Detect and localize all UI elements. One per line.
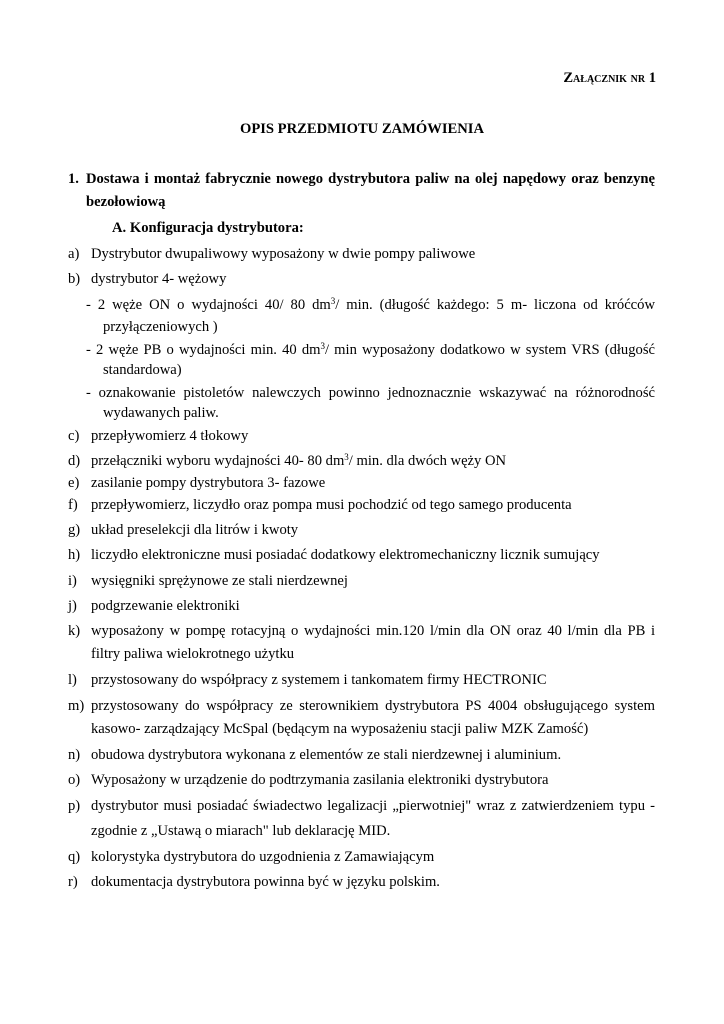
item-label: q) xyxy=(68,849,81,865)
subsection-heading: A. Konfiguracja dystrybutora: xyxy=(112,220,304,236)
item-b-sub2-cont: standardowa) xyxy=(103,362,182,378)
item-h-text: liczydło elektroniczne musi posiadać dodatkowy elektromechaniczny licznik sumujący xyxy=(91,547,600,563)
item-label: i) xyxy=(68,573,77,589)
section-number: 1. xyxy=(68,171,79,187)
item-p-line2: zgodnie z „Ustawą o miarach" lub deklarację MID. xyxy=(91,823,391,839)
item-label: h) xyxy=(68,547,81,563)
item-label: m) xyxy=(68,698,85,714)
item-f-text: przepływomierz, liczydło oraz pompa musi pochodzić od tego samego producenta xyxy=(91,497,572,513)
item-e-text: zasilanie pompy dystrybutora 3- fazowe xyxy=(91,475,326,491)
item-o-text: Wyposażony w urządzenie do podtrzymania zasilania elektroniki dystrybutora xyxy=(91,772,549,788)
item-m-line2: kasowo- zarządzający McSpal (będącym na wyposażeniu stacji paliw MZK Zamość) xyxy=(91,721,589,737)
item-m-line1: przystosowany do współpracy ze sterownikiem dystrybutora PS 4004 obsługującego system xyxy=(91,698,655,714)
item-c-text: przepływomierz 4 tłokowy xyxy=(91,428,249,444)
item-l-text: przystosowany do współpracy z systemem i tankomatem firmy HECTRONIC xyxy=(91,672,547,688)
item-g-text: układ preselekcji dla litrów i kwoty xyxy=(91,522,299,538)
annex-label: Załącznik nr 1 xyxy=(563,70,656,86)
item-a-text: Dystrybutor dwupaliwowy wyposażony w dwie pompy paliwowe xyxy=(91,246,476,262)
item-k-line1: wyposażony w pompę rotacyjną o wydajności min.120 l/min dla ON oraz 40 l/min dla PB i xyxy=(91,623,655,639)
section-heading-line1: Dostawa i montaż fabrycznie nowego dystrybutora paliw na olej napędowy oraz benzynę xyxy=(86,171,655,187)
item-r-text: dokumentacja dystrybutora powinna być w języku polskim. xyxy=(91,874,440,890)
item-label: l) xyxy=(68,672,77,688)
item-b-text: dystrybutor 4- wężowy xyxy=(91,271,227,287)
item-n-text: obudowa dystrybutora wykonana z elementów ze stali nierdzewnej i aluminium. xyxy=(91,747,562,763)
item-i-text: wysięgniki sprężynowe ze stali nierdzewnej xyxy=(91,573,348,589)
item-j-text: podgrzewanie elektroniki xyxy=(91,598,240,614)
item-b-sub1-cont: przyłączeniowych ) xyxy=(103,319,218,335)
item-b-sub3-cont: wydawanych paliw. xyxy=(103,405,219,421)
item-label: r) xyxy=(68,874,78,890)
item-label: p) xyxy=(68,798,81,814)
item-label: g) xyxy=(68,522,81,538)
item-k-line2: filtry paliwa wielokrotnego użytku xyxy=(91,646,295,662)
item-b-sub1: - 2 węże ON o wydajności 40/ 80 $dm^3/$ min. (długość każdego: 5 m- liczona od króćców xyxy=(86,296,655,313)
item-q-text: kolorystyka dystrybutora do uzgodnienia z Zamawiającym xyxy=(91,849,435,865)
item-p-line1: dystrybutor musi posiadać świadectwo legalizacji „pierwotniej" wraz z zatwierdzeniem typu - xyxy=(91,798,655,814)
item-b-sub3: - oznakowanie pistoletów nalewczych powinno jednoznacznie wskazywać na różnorodność xyxy=(86,385,655,401)
item-label: k) xyxy=(68,623,81,639)
item-label: b) xyxy=(68,271,81,287)
document-title: OPIS PRZEDMIOTU ZAMÓWIENIA xyxy=(239,121,485,137)
item-label: j) xyxy=(68,598,77,614)
item-b-sub2: - 2 węże PB o wydajności min. 40 $dm^3/$ min wyposażony dodatkowo w system VRS (długość xyxy=(86,341,655,358)
item-label: n) xyxy=(68,747,81,763)
item-d-text: przełączniki wyboru wydajności 40- 80 $dm^3/$ min. dla dwóch węży ON xyxy=(91,452,507,469)
item-label: c) xyxy=(68,428,80,444)
item-label: f) xyxy=(68,497,78,513)
item-label: e) xyxy=(68,475,80,491)
item-label: o) xyxy=(68,772,81,788)
section-heading-line2: bezołowiową xyxy=(86,194,166,210)
item-label: a) xyxy=(68,246,80,262)
item-label: d) xyxy=(68,453,81,469)
